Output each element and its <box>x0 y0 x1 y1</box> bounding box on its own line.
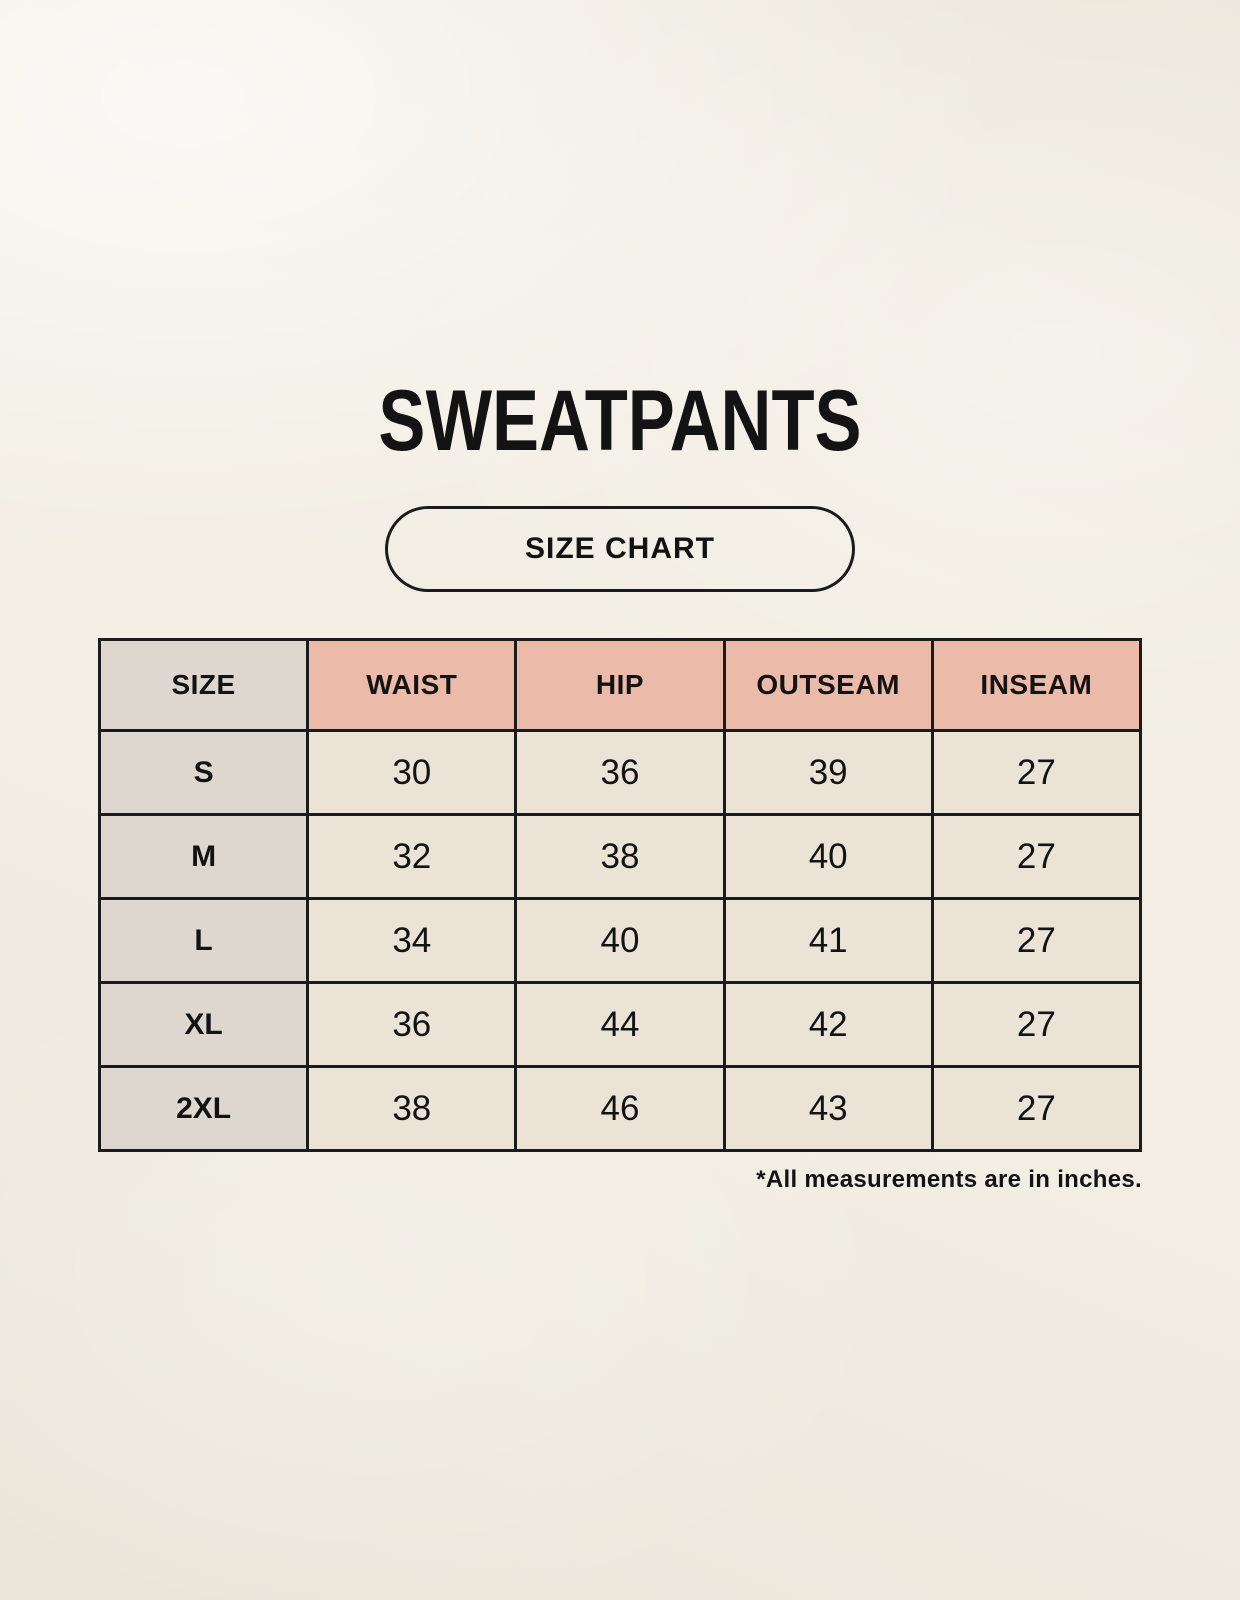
column-header-outseam: OUTSEAM <box>724 640 932 731</box>
table-row-xl <box>100 983 1141 1067</box>
table-cell-outseam: 39 <box>724 731 932 815</box>
table-cell-waist: 38 <box>308 1067 516 1151</box>
size-table <box>98 638 1142 1152</box>
measurements-footnote: *All measurements are in inches. <box>756 1166 1142 1194</box>
table-cell-hip: 46 <box>516 1067 724 1151</box>
row-header-size: 2XL <box>100 1067 308 1151</box>
row-header-size: M <box>100 815 308 899</box>
table-cell-hip: 38 <box>516 815 724 899</box>
row-header-size: XL <box>100 983 308 1067</box>
table-cell-inseam: 27 <box>932 731 1140 815</box>
table-cell-outseam: 40 <box>724 815 932 899</box>
page-title: SWEATPANTS <box>378 373 862 469</box>
table-row-l <box>100 899 1141 983</box>
table-cell-waist: 36 <box>308 983 516 1067</box>
table-row-s <box>100 731 1141 815</box>
column-header-size: SIZE <box>100 640 308 731</box>
table-cell-hip: 44 <box>516 983 724 1067</box>
table-cell-waist: 34 <box>308 899 516 983</box>
table-cell-hip: 40 <box>516 899 724 983</box>
table-row-2xl <box>100 1067 1141 1151</box>
row-header-size: L <box>100 899 308 983</box>
table-cell-outseam: 41 <box>724 899 932 983</box>
size-chart-badge-label: SIZE CHART <box>525 532 715 566</box>
table-cell-outseam: 42 <box>724 983 932 1067</box>
table-row-m <box>100 815 1141 899</box>
table-cell-outseam: 43 <box>724 1067 932 1151</box>
table-cell-waist: 32 <box>308 815 516 899</box>
table-cell-hip: 36 <box>516 731 724 815</box>
column-header-waist: WAIST <box>308 640 516 731</box>
row-header-size: S <box>100 731 308 815</box>
table-cell-waist: 30 <box>308 731 516 815</box>
table-cell-inseam: 27 <box>932 899 1140 983</box>
size-chart-badge <box>385 506 855 592</box>
table-header-row <box>100 640 1141 731</box>
table-cell-inseam: 27 <box>932 815 1140 899</box>
column-header-inseam: INSEAM <box>932 640 1140 731</box>
column-header-hip: HIP <box>516 640 724 731</box>
table-cell-inseam: 27 <box>932 983 1140 1067</box>
table-cell-inseam: 27 <box>932 1067 1140 1151</box>
